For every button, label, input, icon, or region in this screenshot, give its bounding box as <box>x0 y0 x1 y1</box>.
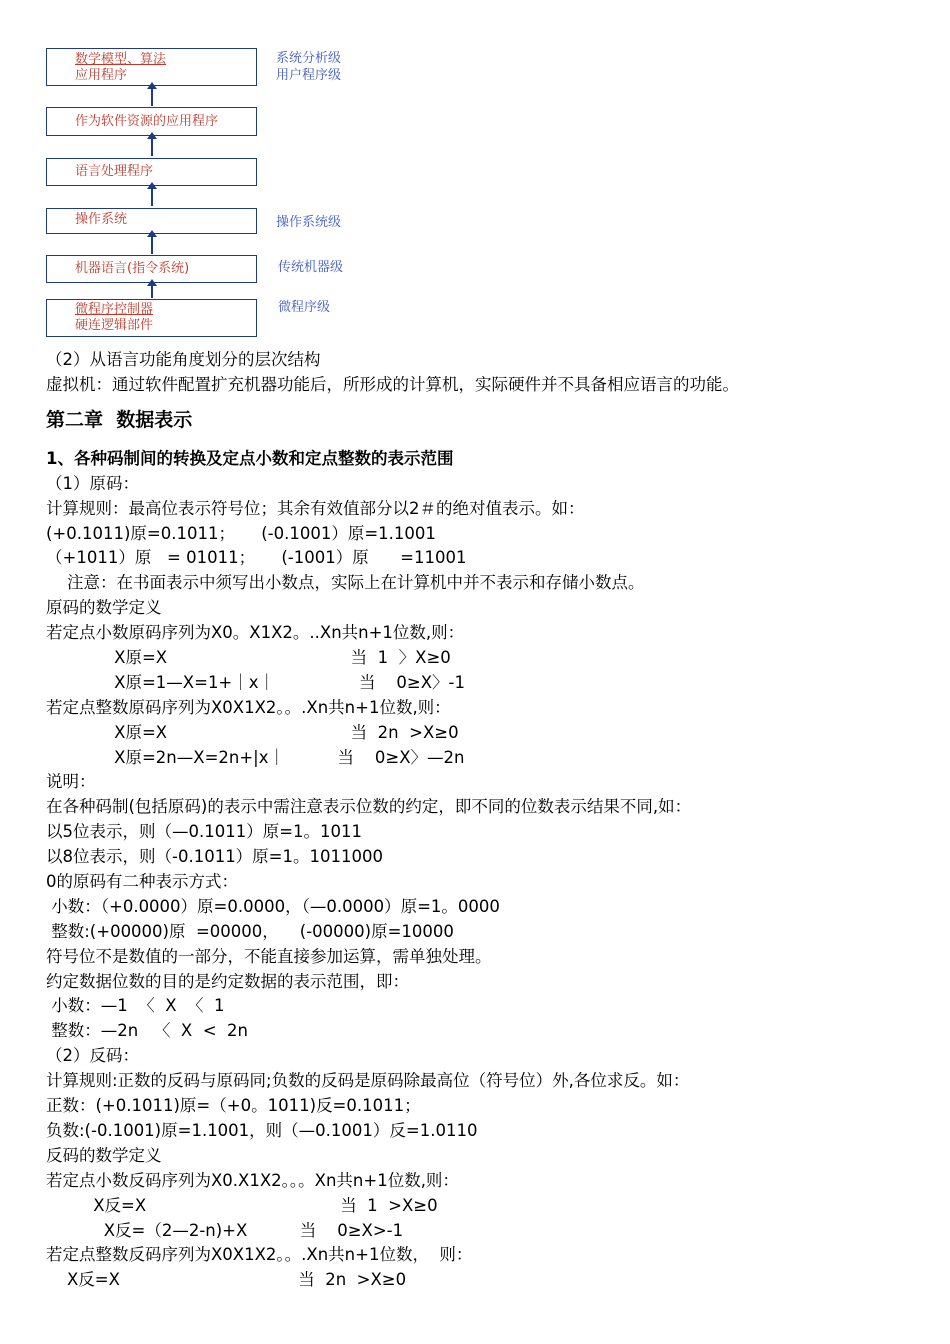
text-line: 说明： <box>46 772 96 792</box>
hierarchy-diagram <box>0 0 420 345</box>
chapter-heading: 第二章 数据表示 <box>46 408 193 431</box>
text-line: 原码的数学定义 <box>46 598 162 618</box>
text-line: 注意：在书面表示中须写出小数点，实际上在计算机中并不表示和存储小数点。 <box>46 573 645 593</box>
up-arrow-icon <box>151 138 153 156</box>
text-line: 若定点小数反码序列为X0.X1X2。。。Xn共n+1位数,则： <box>46 1170 459 1190</box>
text-line: 正数：(+0.1011)原=（+0。1011)反=0.1011； <box>46 1096 421 1116</box>
text-line: （+1011）原 = 01011； (-1001）原 =11001 <box>46 548 467 568</box>
text-line: （1）原码： <box>46 473 139 493</box>
text-line: X反=X 当 1 >X≥0 <box>46 1195 438 1215</box>
text-line: X原=2n—X=2n+|x｜ 当 0≥X〉—2n <box>46 747 465 767</box>
box-line: 作为软件资源的应用程序 <box>75 114 219 129</box>
document-body <box>46 348 946 1293</box>
text-line: 若定点整数反码序列为X0X1X2。。.Xn共n+1位数， 则： <box>46 1245 473 1265</box>
text-line: X反=X 当 2n >X≥0 <box>46 1270 407 1290</box>
up-arrow-icon <box>151 285 153 298</box>
text-line: 整数:(+00000)原 =00000， (-00000)原=10000 <box>46 921 454 941</box>
text-line: 0的原码有二种表示方式： <box>46 872 238 892</box>
up-arrow-icon <box>151 88 153 106</box>
text-line: 若定点小数原码序列为X0。X1X2。..Xn共n+1位数,则： <box>46 623 465 643</box>
text-line: 虚拟机：通过软件配置扩充机器功能后，所形成的计算机，实际硬件并不具备相应语言的功能。 <box>46 374 739 394</box>
text-line: （2）反码： <box>46 1046 139 1066</box>
text-line: 若定点整数原码序列为X0X1X2。。.Xn共n+1位数,则： <box>46 697 451 717</box>
text-line: X原=X 当 2n >X≥0 <box>46 722 459 742</box>
level-label: 操作系统级 <box>276 215 342 230</box>
text-line: 小数：（+0.0000）原=0.0000，（—0.0000）原=1。0000 <box>46 896 500 916</box>
text-line: 以8位表示，则（-0.1011）原=1。1011000 <box>46 847 383 867</box>
text-line: 以5位表示，则（—0.1011）原=1。1011 <box>46 822 363 842</box>
box-line: 操作系统 <box>75 212 128 227</box>
text-line: (+0.1011)原=0.1011； (-0.1001）原=1.1001 <box>46 523 436 543</box>
level-label: 用户程序级 <box>276 68 342 83</box>
text-line: 计算规则:正数的反码与原码同;负数的反码是原码除最高位（符号位）外,各位求反。如： <box>46 1071 690 1091</box>
box-line: 语言处理程序 <box>75 164 154 179</box>
text-line: 约定数据位数的目的是约定数据的表示范围，即： <box>46 971 409 991</box>
text-line: 反码的数学定义 <box>46 1145 162 1165</box>
box-line: 硬连逻辑部件 <box>75 318 154 333</box>
text-line: 小数：—1 〈 X 〈 1 <box>46 996 225 1016</box>
section-heading: 1、各种码制间的转换及定点小数和定点整数的表示范围 <box>46 448 454 468</box>
up-arrow-icon <box>151 188 153 206</box>
box-line: 数学模型、算法 <box>75 52 167 67</box>
text-line: 整数：—2n 〈 X < 2n <box>46 1021 248 1041</box>
text-line: X原=X 当 1 〉X≥0 <box>46 648 451 668</box>
level-box-application-models <box>46 48 257 86</box>
text-line: X反=（2—2-n)+X 当 0≥X>-1 <box>46 1220 404 1240</box>
box-line: 应用程序 <box>75 68 128 83</box>
level-label: 传统机器级 <box>278 260 344 275</box>
text-line: 符号位不是数值的一部分，不能直接参加运算，需单独处理。 <box>46 946 492 966</box>
level-box-microprogram <box>46 299 257 337</box>
text-line: X原=1—X=1+｜x｜ 当 0≥X〉-1 <box>46 672 466 692</box>
text-line: 在各种码制(包括原码)的表示中需注意表示位数的约定，即不同的位数表示结果不同,如： <box>46 797 692 817</box>
text-line: （2）从语言功能角度划分的层次结构 <box>46 350 321 369</box>
box-line: 微程序控制器 <box>75 302 154 317</box>
level-label: 微程序级 <box>278 300 331 315</box>
box-line: 机器语言(指令系统) <box>75 261 190 276</box>
up-arrow-icon <box>151 236 153 254</box>
text-line: 计算规则：最高位表示符号位；其余有效值部分以2＃的绝对值表示。如： <box>46 498 585 518</box>
text-line: 负数:(-0.1001)原=1.1001，则（—0.1001）反=1.0110 <box>46 1120 478 1140</box>
level-label: 系统分析级 <box>276 51 342 66</box>
